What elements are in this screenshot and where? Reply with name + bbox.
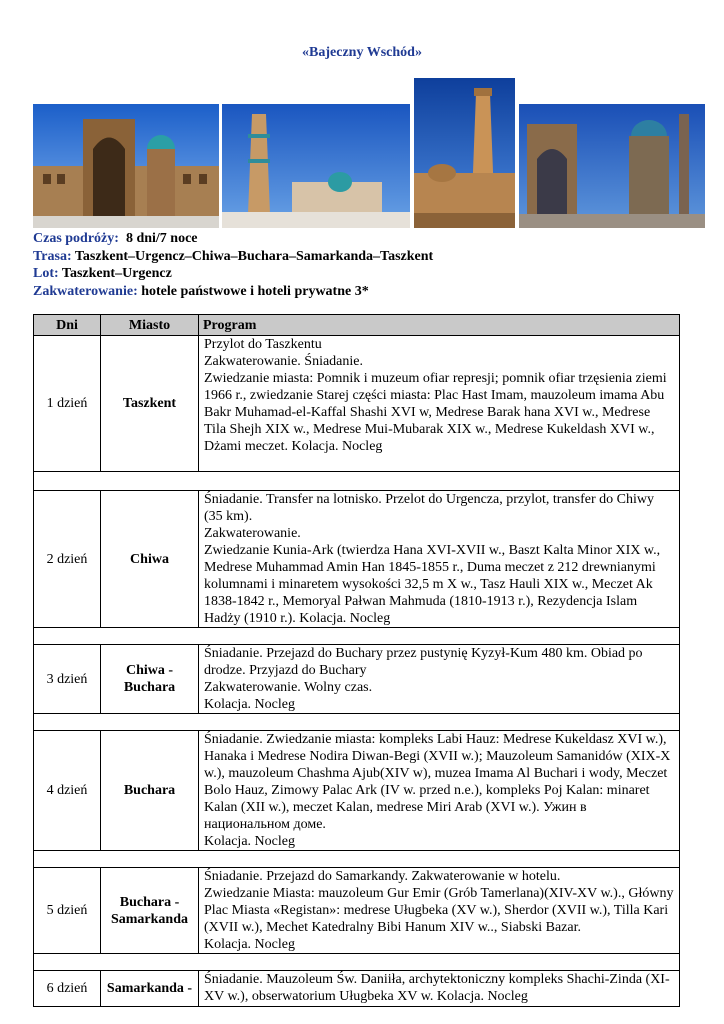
program-cell bbox=[199, 731, 680, 851]
accommodation-value: hotele państwowe i hoteli prywatne 3* bbox=[141, 283, 369, 299]
flight-label: Lot: bbox=[33, 266, 59, 281]
program-line: Kolacja. Nocleg bbox=[204, 834, 295, 849]
route-value: Taszkent–Urgencz–Chiwa–Buchara–Samarkanda–Taszkent bbox=[74, 248, 434, 264]
program-line: Zwiedzanie miasta: Pomnik i muzeum ofiar represji; pomnik ofiar trzęsienia ziemi 1966 r., zwiedzanie Starej części miasta: Plac Hast Imam, mauzoleum imama Abu Bakr Muhamad-el-Kaffal Shashi XVI w, Medrese Barak hana XVI w., Medrese Tila Shejh XIX w., Medrese Mui-Mubarak XIX w., Medrese Kukeldash XVI w., Dżami meczet. Kolacja. Nocleg bbox=[204, 371, 667, 454]
table-row bbox=[34, 868, 680, 954]
duration-value: 8 dni/7 noce bbox=[125, 231, 198, 246]
program-cell bbox=[199, 868, 680, 954]
route-label: Trasa: bbox=[33, 248, 72, 264]
program-line: Śniadanie. Zwiedzanie miasta: kompleks Labi Hauz: Medrese Kukeldasz XVI w.), Hanaka i Medrese Nodira Diwan-Begi (XVII w.); Mauzoleum Samanidów (XIX-X w.), mauzoleum Chashma Ajub(XIV w), muzea Imama Al Buchari i wody, Meczet Bolo Hauz, Zimowy Palac Ark (IV w. przed n.e.), kompleks Poj Kalan: minaret Kalan (XII w.), meczet Kalan, medrese Miri Arab (XVI w.). Ужин в национальном доме. bbox=[204, 732, 671, 832]
column-header-city: Miasto bbox=[101, 315, 199, 336]
accommodation-line bbox=[33, 283, 433, 301]
day-cell: 5 dzień bbox=[34, 868, 101, 954]
itinerary-table bbox=[33, 314, 680, 1007]
program-line: Przylot do Taszkentu bbox=[204, 337, 322, 352]
program-line: Śniadanie. Przejazd do Samarkandy. Zakwaterowanie w hotelu. bbox=[204, 869, 561, 884]
program-line: Zwiedzanie Kunia-Ark (twierdza Hana XVI-XVII w., Baszt Kalta Minor XIX w., Medrese Muhammad Amin Han 1845-1855 r., Duma meczet z 212 drewnianymi kolumnami i minaretem wysokości 32,5 m X w., Tasz Hauli XIX w., Meczet Ak 1838-1842 r., Memoryal Pałwan Mahmuda (1810-1913 r.), Rezydencja Islam Hadży (1910 r.). Kolacja. Nocleg bbox=[204, 543, 661, 626]
table-row bbox=[34, 491, 680, 628]
table-header-row bbox=[34, 315, 680, 336]
program-line: Śniadanie. Przejazd do Buchary przez pustynię Kyzył-Kum 480 km. Obiad po drodze. Przyjazd do Buchary bbox=[204, 646, 643, 678]
table-row bbox=[34, 731, 680, 851]
program-line: Zakwaterowanie. bbox=[204, 526, 301, 541]
program-line: Kolacja. Nocleg bbox=[204, 697, 295, 712]
flight-line bbox=[33, 265, 433, 283]
photo-kalan-minaret bbox=[414, 78, 515, 228]
spacer-row bbox=[34, 954, 680, 971]
program-line: Śniadanie. Transfer na lotnisko. Przelot do Urgencza, przylot, transfer do Chiwy (35 km). bbox=[204, 492, 654, 524]
photo-registan-madrasa bbox=[33, 104, 219, 228]
city-cell: Chiwa - Buchara bbox=[101, 645, 199, 714]
spacer-row bbox=[34, 628, 680, 645]
day-cell: 3 dzień bbox=[34, 645, 101, 714]
day-cell: 1 dzień bbox=[34, 336, 101, 472]
table-row bbox=[34, 971, 680, 1007]
day-cell: 2 dzień bbox=[34, 491, 101, 628]
city-cell: Buchara - Samarkanda bbox=[101, 868, 199, 954]
photo-kalta-minor-minaret bbox=[222, 104, 410, 228]
program-line: Śniadanie. Mauzoleum Św. Daniiła, archytektoniczny kompleks Shachi-Zinda (XI-XV w.), obserwatorium Uługbeka XV w. Kolacja. Nocleg bbox=[204, 972, 670, 1004]
duration-label: Czas podróży: bbox=[33, 231, 119, 246]
city-cell: Samarkanda - bbox=[101, 971, 199, 1007]
flight-value: Taszkent–Urgencz bbox=[61, 266, 172, 281]
table-row bbox=[34, 336, 680, 472]
day-cell: 4 dzień bbox=[34, 731, 101, 851]
route-line bbox=[33, 248, 433, 266]
document-title: «Bajeczny Wschód» bbox=[302, 45, 422, 60]
spacer-row bbox=[34, 851, 680, 868]
table-row bbox=[34, 645, 680, 714]
column-header-days: Dni bbox=[34, 315, 101, 336]
spacer-row bbox=[34, 714, 680, 731]
accommodation-label: Zakwaterowanie: bbox=[33, 283, 138, 299]
duration-line bbox=[33, 230, 433, 248]
program-cell bbox=[199, 491, 680, 628]
program-line: Zakwaterowanie. Wolny czas. bbox=[204, 680, 373, 695]
city-cell: Chiwa bbox=[101, 491, 199, 628]
program-cell bbox=[199, 971, 680, 1007]
program-line: Zwiedzanie Miasta: mauzoleum Gur Emir (Grób Tamerlana)(XIV-XV w.)., Główny Plac Miasta «Registan»: medrese Uługbeka (XV w.), Sherdor (XVII w.), Tilla Kari (XVII w.), Mechet Katedralny Bibi Hanum XIV w.., Siabski Bazar. bbox=[204, 886, 674, 935]
spacer-row bbox=[34, 472, 680, 491]
city-cell: Taszkent bbox=[101, 336, 199, 472]
column-header-program: Program bbox=[199, 315, 680, 336]
photo-gur-emir-mausoleum bbox=[519, 104, 705, 228]
tour-info bbox=[33, 230, 433, 300]
program-line: Zakwaterowanie. Śniadanie. bbox=[204, 354, 363, 369]
city-cell: Buchara bbox=[101, 731, 199, 851]
day-cell: 6 dzień bbox=[34, 971, 101, 1007]
program-line: Kolacja. Nocleg bbox=[204, 937, 295, 952]
program-cell bbox=[199, 645, 680, 714]
program-cell bbox=[199, 336, 680, 472]
